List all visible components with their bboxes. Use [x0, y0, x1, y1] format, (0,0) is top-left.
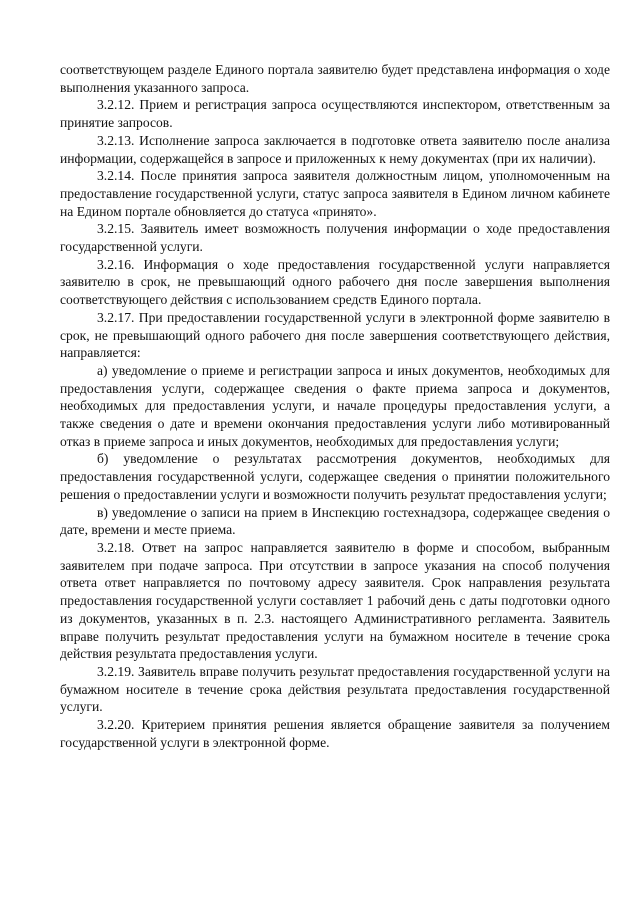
- paragraph-3-2-19: 3.2.19. Заявитель вправе получить результат предоставления государственной услуги на бумажном носителе в течение срока действия результата предоставления государственной услуги.: [60, 663, 610, 715]
- list-item-b: б) уведомление о результатах рассмотрения документов, необходимых для предоставления государственной услуги, содержащее сведения о принятии положительного решения о предоставлении услуги и возможности получить результат предоставления услуги;: [60, 451, 610, 502]
- paragraph-3-2-12: 3.2.12. Прием и регистрация запроса осуществляются инспектором, ответственным за принятие запросов.: [60, 97, 610, 131]
- paragraph-continuation: соответствующем разделе Единого портала заявителю будет представлена информация о ходе выполнения указанного запроса.: [60, 62, 610, 95]
- document-page: [60, 61, 610, 751]
- paragraph-3-2-18: 3.2.18. Ответ на запрос направляется заявителю в форме и способом, выбранным заявителем при подаче запроса. При отсутствии в запросе указания на способ получения ответа ответ направляется по почтовому адресу заявителя. Срок направления результата предоставления государственной услуги составляет 1 рабочий день с даты подготовки одного из документов, указанных в п. 2.3. настоящего Административного регламента. Заявитель вправе получить результат предоставления услуги на бумажном носителе в течение срока действия результата предоставления услуги.: [60, 539, 610, 662]
- paragraph-3-2-17: 3.2.17. При предоставлении государственной услуги в электронной форме заявителю в срок, не превышающий одного рабочего дня после завершения соответствующего действия, направляется:: [60, 309, 610, 361]
- paragraph-3-2-15: 3.2.15. Заявитель имеет возможность получения информации о ходе предоставления государственной услуги.: [60, 221, 610, 255]
- paragraph-3-2-14: 3.2.14. После принятия запроса заявителя должностным лицом, уполномоченным на предоставление государственной услуги, статус запроса заявителя в Едином личном кабинете на Едином портале обновляется до статуса «принято».: [60, 168, 610, 219]
- list-item-a: а) уведомление о приеме и регистрации запроса и иных документов, необходимых для предоставления услуги, содержащее сведения о факте приема запроса и документов, необходимых для предоставления услуги, и начале процедуры предоставления услуги, а также сведения о дате и времени окончания предоставления услуги либо мотивированный отказ в приеме запроса и иных документов, необходимых для предоставления услуги;: [60, 362, 610, 449]
- paragraph-3-2-20: 3.2.20. Критерием принятия решения является обращение заявителя за получением государственной услуги в электронной форме.: [60, 717, 610, 750]
- paragraph-3-2-16: 3.2.16. Информация о ходе предоставления государственной услуги направляется заявителю в срок, не превышающий одного рабочего дня после завершения выполнения соответствующего действия с использованием средств Единого портала.: [60, 256, 610, 308]
- paragraph-3-2-13: 3.2.13. Исполнение запроса заключается в подготовке ответа заявителю после анализа информации, содержащейся в запросе и приложенных к нему документах (при их наличии).: [60, 132, 610, 166]
- list-item-v: в) уведомление о записи на прием в Инспекцию гостехнадзора, содержащее сведения о дате, времени и месте приема.: [60, 504, 610, 538]
